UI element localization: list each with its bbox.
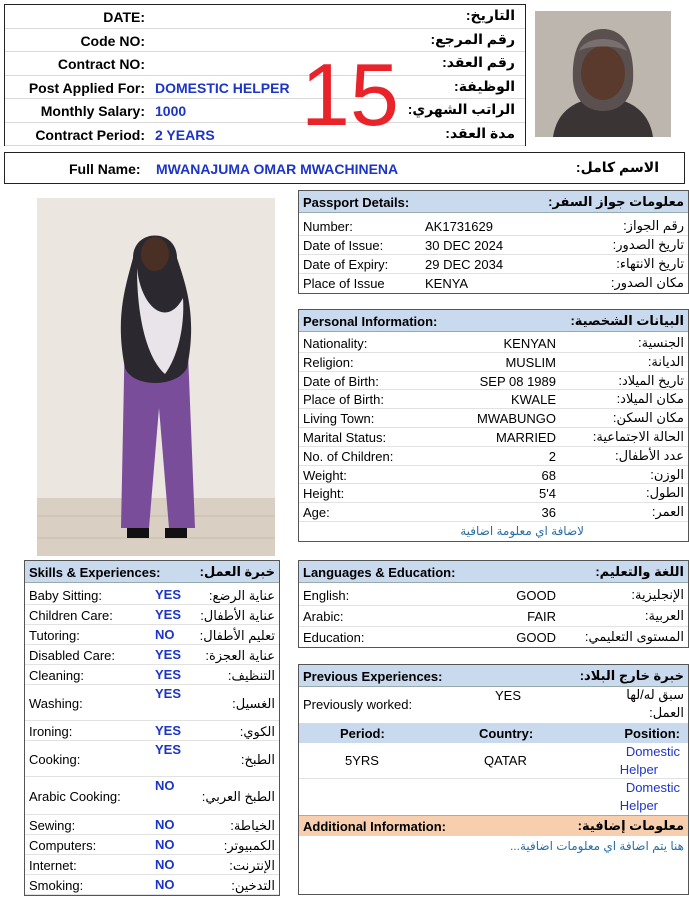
full-name-label: Full Name: bbox=[69, 161, 141, 177]
post-label: Post Applied For: bbox=[28, 79, 145, 96]
date-label-ar: التاريخ: bbox=[465, 7, 515, 23]
personal-row bbox=[299, 503, 688, 522]
personal-label: Age: bbox=[303, 505, 330, 521]
passport-issue-label-ar: تاريخ الصدور: bbox=[612, 237, 684, 252]
passport-row bbox=[299, 274, 688, 293]
skills-header bbox=[25, 561, 279, 583]
skill-value: YES bbox=[155, 647, 182, 662]
skill-value: YES bbox=[155, 723, 182, 738]
language-row bbox=[299, 606, 688, 627]
personal-label: Place of Birth: bbox=[303, 392, 384, 408]
personal-title: Personal Information: bbox=[303, 314, 438, 329]
skill-value: YES bbox=[155, 667, 182, 682]
english-label: English: bbox=[303, 588, 350, 603]
skills-title: Skills & Experiences: bbox=[29, 565, 161, 580]
personal-label-ar: الحالة الاجتماعية: bbox=[592, 429, 684, 444]
passport-number-value: AK1731629 bbox=[425, 219, 493, 234]
header-row-salary bbox=[5, 99, 525, 123]
post-label-ar: الوظيفة: bbox=[454, 77, 515, 94]
passport-place-value: KENYA bbox=[425, 276, 469, 291]
languages-panel bbox=[298, 560, 689, 648]
skill-row bbox=[25, 685, 279, 721]
exp-position-line1: Domestic bbox=[625, 780, 680, 795]
passport-number-label-ar: رقم الجواز: bbox=[623, 218, 684, 233]
skill-value: YES bbox=[155, 587, 182, 602]
skill-label: Sewing: bbox=[29, 818, 76, 833]
skill-label: Smoking: bbox=[29, 878, 84, 893]
passport-row bbox=[299, 255, 688, 274]
personal-row bbox=[299, 428, 688, 447]
previous-title-ar: خبرة خارج البلاد: bbox=[579, 668, 684, 683]
skill-label-ar: الكوي: bbox=[239, 724, 275, 739]
additional-title: Additional Information: bbox=[303, 819, 446, 834]
skills-title-ar: خبرة العمل: bbox=[199, 564, 275, 579]
previous-header bbox=[299, 665, 688, 687]
period-label-ar: مدة العقد: bbox=[445, 124, 515, 141]
language-row bbox=[299, 585, 688, 606]
skill-label: Arabic Cooking: bbox=[29, 789, 121, 804]
personal-label-ar: الجنسية: bbox=[638, 335, 684, 350]
personal-value: MARRIED bbox=[496, 430, 556, 445]
personal-add-note[interactable]: لاضافة اي معلومة اضافية bbox=[460, 524, 584, 538]
passport-number-label: Number: bbox=[303, 219, 353, 234]
education-label: Education: bbox=[303, 630, 365, 645]
personal-label: Religion: bbox=[303, 354, 354, 370]
passport-title-ar: معلومات جواز السفر: bbox=[548, 194, 684, 209]
skill-label: Children Care: bbox=[29, 608, 113, 623]
previously-worked-label: Previously worked: bbox=[303, 697, 413, 712]
col-country: Country: bbox=[479, 726, 534, 741]
personal-title-ar: البيانات الشخصية: bbox=[570, 313, 684, 328]
skill-row bbox=[25, 815, 279, 835]
skill-label-ar: الطبخ: bbox=[240, 752, 275, 767]
personal-label: No. of Children: bbox=[303, 448, 394, 464]
personal-label: Height: bbox=[303, 486, 345, 502]
previously-worked-value: YES bbox=[495, 688, 522, 703]
passport-panel bbox=[298, 190, 689, 294]
skill-label-ar: عناية الأطفال: bbox=[200, 608, 275, 623]
skill-label-ar: الخياطة: bbox=[230, 818, 275, 833]
passport-title: Passport Details: bbox=[303, 195, 410, 210]
english-label-ar: الإنجليزية: bbox=[631, 587, 684, 602]
passport-place-label-ar: مكان الصدور: bbox=[610, 275, 684, 290]
skill-label-ar: التنظيف: bbox=[227, 668, 275, 683]
skill-label-ar: التدخين: bbox=[231, 878, 275, 893]
skill-label: Washing: bbox=[29, 696, 83, 711]
skill-value: NO bbox=[155, 877, 175, 892]
skill-value: YES bbox=[155, 742, 182, 757]
code-label: Code NO: bbox=[80, 32, 145, 49]
languages-header bbox=[299, 561, 688, 583]
arabic-label-ar: العربية: bbox=[644, 608, 684, 623]
additional-title-ar: معلومات إضافية: bbox=[577, 818, 684, 833]
personal-label-ar: الوزن: bbox=[650, 466, 684, 482]
personal-value: MWABUNGO bbox=[477, 411, 556, 427]
skill-row bbox=[25, 741, 279, 777]
passport-place-label: Place of Issue bbox=[303, 276, 385, 291]
personal-label-ar: مكان السكن: bbox=[612, 410, 684, 426]
full-body-photo-icon bbox=[37, 198, 275, 556]
passport-row bbox=[299, 217, 688, 236]
skill-row bbox=[25, 665, 279, 685]
skill-row bbox=[25, 777, 279, 815]
passport-expiry-value: 29 DEC 2034 bbox=[425, 257, 504, 272]
header-info-block bbox=[4, 4, 526, 146]
skill-value: NO bbox=[155, 627, 175, 642]
passport-expiry-label: Date of Expiry: bbox=[303, 257, 389, 272]
col-period: Period: bbox=[340, 726, 385, 741]
header-row-post bbox=[5, 76, 525, 100]
applicant-number: 15 bbox=[301, 45, 399, 144]
language-row bbox=[299, 627, 688, 648]
skill-row bbox=[25, 645, 279, 665]
experience-row bbox=[299, 779, 688, 815]
skill-value: NO bbox=[155, 857, 175, 872]
personal-row bbox=[299, 334, 688, 353]
full-name-label-ar: الاسم كامل: bbox=[575, 159, 659, 175]
personal-row bbox=[299, 372, 688, 391]
previously-worked-label-ar-2: العمل: bbox=[649, 705, 684, 720]
english-value: GOOD bbox=[516, 588, 556, 603]
personal-label-ar: مكان الميلاد: bbox=[616, 391, 684, 407]
code-label-ar: رقم المرجع: bbox=[430, 30, 515, 47]
education-value: GOOD bbox=[516, 630, 556, 645]
exp-period: 5YRS bbox=[345, 753, 379, 768]
skill-label: Internet: bbox=[29, 858, 77, 873]
personal-value: SEP 08 1989 bbox=[479, 373, 556, 389]
personal-value: 68 bbox=[541, 467, 556, 483]
full-name-value: MWANAJUMA OMAR MWACHINENA bbox=[156, 161, 399, 177]
personal-row bbox=[299, 390, 688, 409]
skill-row bbox=[25, 875, 279, 895]
skill-row bbox=[25, 855, 279, 875]
skill-label-ar: عناية العجزة: bbox=[205, 648, 275, 663]
additional-note[interactable]: هنا يتم اضافة اي معلومات اضافية... bbox=[509, 839, 684, 853]
personal-label-ar: عدد الأطفال: bbox=[615, 447, 684, 463]
portrait-photo bbox=[535, 11, 671, 137]
personal-value: KENYAN bbox=[503, 336, 556, 351]
header-row-period bbox=[5, 123, 525, 147]
skill-row bbox=[25, 721, 279, 741]
experience-columns-header bbox=[299, 723, 688, 743]
skill-value: YES bbox=[155, 607, 182, 622]
skill-row bbox=[25, 625, 279, 645]
personal-label-ar: الديانة: bbox=[647, 353, 684, 369]
period-label: Contract Period: bbox=[35, 126, 145, 143]
skill-row bbox=[25, 835, 279, 855]
portrait-photo-icon bbox=[535, 11, 671, 137]
personal-header bbox=[299, 310, 688, 332]
contract-label: Contract NO: bbox=[57, 56, 145, 72]
header-row-code bbox=[5, 29, 525, 53]
skill-label-ar: تعليم الأطفال: bbox=[199, 628, 275, 643]
personal-label: Weight: bbox=[303, 467, 347, 483]
skills-panel bbox=[24, 560, 280, 896]
passport-issue-label: Date of Issue: bbox=[303, 238, 384, 253]
skill-label-ar: الكمبيوتر: bbox=[223, 838, 275, 853]
skill-label: Ironing: bbox=[29, 724, 73, 739]
personal-panel bbox=[298, 309, 689, 542]
personal-label: Living Town: bbox=[303, 411, 375, 427]
salary-value: 1000 bbox=[155, 103, 187, 119]
skill-value: NO bbox=[155, 837, 175, 852]
previous-panel bbox=[298, 664, 689, 895]
contract-label-ar: رقم العقد: bbox=[442, 54, 515, 70]
personal-row bbox=[299, 353, 688, 372]
passport-issue-value: 30 DEC 2024 bbox=[425, 238, 504, 253]
header-row-contract bbox=[5, 52, 525, 76]
skill-value: YES bbox=[155, 686, 182, 701]
arabic-value: FAIR bbox=[527, 609, 556, 624]
skill-value: NO bbox=[155, 778, 175, 793]
education-label-ar: المستوى التعليمي: bbox=[584, 629, 684, 644]
skill-label: Baby Sitting: bbox=[29, 588, 102, 603]
personal-label: Date of Birth: bbox=[303, 373, 379, 389]
skill-label: Tutoring: bbox=[29, 628, 80, 643]
passport-header bbox=[299, 191, 688, 213]
personal-label-ar: العمر: bbox=[651, 504, 684, 520]
personal-label: Marital Status: bbox=[303, 430, 387, 445]
skill-row bbox=[25, 605, 279, 625]
languages-title: Languages & Education: bbox=[303, 565, 456, 580]
full-name-row bbox=[4, 152, 685, 184]
skill-label-ar: عناية الرضع: bbox=[208, 588, 275, 603]
personal-row bbox=[299, 484, 688, 503]
additional-header bbox=[299, 815, 688, 836]
arabic-label: Arabic: bbox=[303, 609, 344, 624]
full-body-photo bbox=[37, 198, 275, 556]
header-row-date bbox=[5, 5, 525, 29]
previous-title: Previous Experiences: bbox=[303, 669, 443, 684]
personal-label-ar: تاريخ الميلاد: bbox=[618, 372, 684, 388]
passport-expiry-label-ar: تاريخ الانتهاء: bbox=[616, 256, 684, 271]
period-value: 2 YEARS bbox=[155, 126, 215, 143]
salary-label-ar: الراتب الشهري: bbox=[407, 101, 515, 117]
skill-label-ar: الغسيل: bbox=[232, 696, 275, 711]
exp-position-line1: Domestic bbox=[625, 744, 680, 759]
languages-title-ar: اللغة والتعليم: bbox=[595, 564, 684, 579]
personal-row bbox=[299, 447, 688, 466]
col-position: Position: bbox=[624, 726, 680, 741]
salary-label: Monthly Salary: bbox=[40, 103, 145, 119]
personal-row bbox=[299, 409, 688, 428]
personal-value: 2 bbox=[548, 448, 556, 464]
date-label: DATE: bbox=[103, 9, 145, 25]
previously-worked-label-ar-1: سبق له/لها bbox=[626, 687, 684, 702]
personal-label-ar: الطول: bbox=[645, 485, 684, 501]
personal-label: Nationality: bbox=[303, 336, 368, 351]
personal-value: KWALE bbox=[510, 392, 556, 408]
skill-label-ar: الطبخ العربي: bbox=[201, 789, 275, 804]
personal-value: 36 bbox=[541, 505, 556, 521]
exp-position-line2: Helper bbox=[619, 798, 658, 813]
skill-label: Disabled Care: bbox=[29, 648, 115, 663]
skill-row bbox=[25, 585, 279, 605]
skill-label: Computers: bbox=[29, 838, 97, 853]
post-value: DOMESTIC HELPER bbox=[155, 79, 290, 96]
personal-value: 5'4 bbox=[539, 486, 556, 502]
personal-value: MUSLIM bbox=[505, 354, 556, 370]
skill-label: Cooking: bbox=[29, 752, 81, 767]
exp-position-line2: Helper bbox=[619, 762, 658, 777]
skill-value: NO bbox=[155, 817, 175, 832]
skill-label-ar: الإنترنت: bbox=[229, 858, 275, 873]
personal-row bbox=[299, 466, 688, 485]
skill-label: Cleaning: bbox=[29, 668, 84, 683]
exp-country: QATAR bbox=[484, 753, 527, 768]
experience-row bbox=[299, 743, 688, 779]
passport-row bbox=[299, 236, 688, 255]
